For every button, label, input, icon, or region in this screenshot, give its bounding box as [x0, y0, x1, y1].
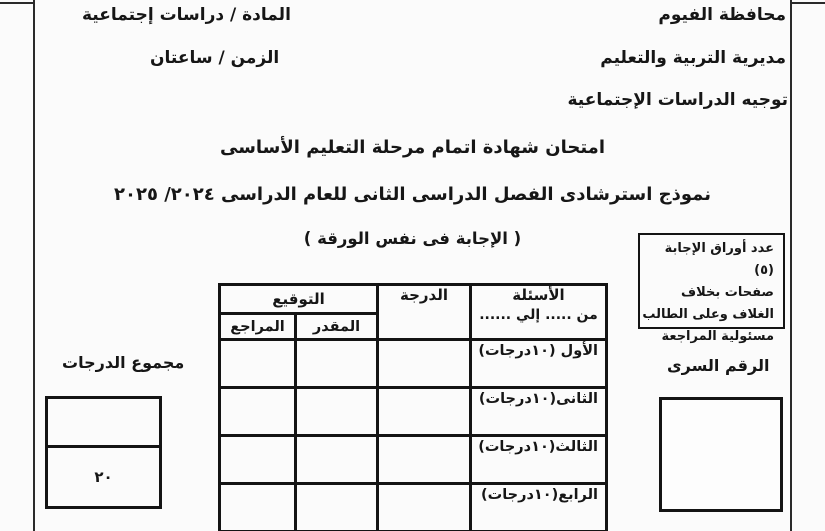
page-border-top-left — [0, 2, 34, 4]
table-row-question-4 — [220, 484, 607, 531]
questions-header-cell — [471, 285, 607, 340]
reviewer-header: المراجع — [220, 314, 296, 340]
questions-range-header: من ..... إلي ...... — [479, 307, 598, 323]
subject-label: المادة / دراسات إجتماعية — [82, 5, 291, 25]
grade-header: الدرجة — [378, 285, 471, 340]
time-label: الزمن / ساعتان — [150, 48, 280, 68]
question-1-grade-cell — [378, 340, 471, 388]
question-2-label: الثانى(١٠درجات) — [471, 388, 607, 436]
questions-header: الأسئلة — [512, 286, 565, 304]
model-title: نموذج استرشادى الفصل الدراسى الثانى للعام الدراسى ٢٠٢٤/ ٢٠٢٥ — [114, 184, 711, 205]
sheets-note-line-1: عدد أوراق الإجابة (٥) — [664, 241, 774, 278]
question-4-label: الرابع(١٠درجات) — [471, 484, 607, 531]
exam-title: امتحان شهادة اتمام مرحلة التعليم الأساسى — [219, 137, 605, 158]
question-4-reviewer-cell — [220, 484, 296, 531]
total-grades-label: مجموع الدرجات — [62, 353, 185, 372]
signature-header: التوقيع — [220, 285, 378, 314]
page-border-top-right — [790, 2, 825, 4]
question-2-reviewer-cell — [220, 388, 296, 436]
table-header-row — [220, 285, 607, 314]
answer-sheets-note-box — [638, 233, 785, 344]
sheets-note-line-4: مسئولية المراجعة — [661, 329, 774, 344]
governorate-label: محافظة الفيوم — [658, 5, 786, 25]
grades-table — [218, 283, 608, 531]
question-3-label: الثالث(١٠درجات) — [471, 436, 607, 484]
sheets-note-line-3: الغلاف وعلى الطالب — [642, 307, 774, 322]
question-1-grader-cell — [296, 340, 378, 388]
secret-number-box — [659, 397, 783, 512]
sheets-note-line-2: صفحات بخلاف — [681, 285, 774, 300]
question-3-grader-cell — [296, 436, 378, 484]
question-1-label: الأول (١٠درجات) — [471, 340, 607, 388]
question-3-reviewer-cell — [220, 436, 296, 484]
table-row-question-1 — [220, 340, 607, 388]
page-border-right — [790, 0, 792, 531]
directorate-label: مديرية التربية والتعليم — [600, 48, 786, 68]
total-grades-value: ٢٠ — [94, 468, 113, 486]
question-2-grader-cell — [296, 388, 378, 436]
secret-number-label: الرقم السرى — [667, 356, 770, 375]
supervision-label: توجيه الدراسات الإجتماعية — [567, 90, 788, 110]
question-1-reviewer-cell — [220, 340, 296, 388]
page-border-left — [33, 0, 35, 531]
grader-header: المقدر — [296, 314, 378, 340]
total-grades-box — [45, 396, 162, 509]
question-4-grader-cell — [296, 484, 378, 531]
question-2-grade-cell — [378, 388, 471, 436]
question-3-grade-cell — [378, 436, 471, 484]
answer-note: ( الإجابة فى نفس الورقة ) — [303, 229, 522, 248]
question-4-grade-cell — [378, 484, 471, 531]
table-row-question-3 — [220, 436, 607, 484]
table-row-question-2 — [220, 388, 607, 436]
